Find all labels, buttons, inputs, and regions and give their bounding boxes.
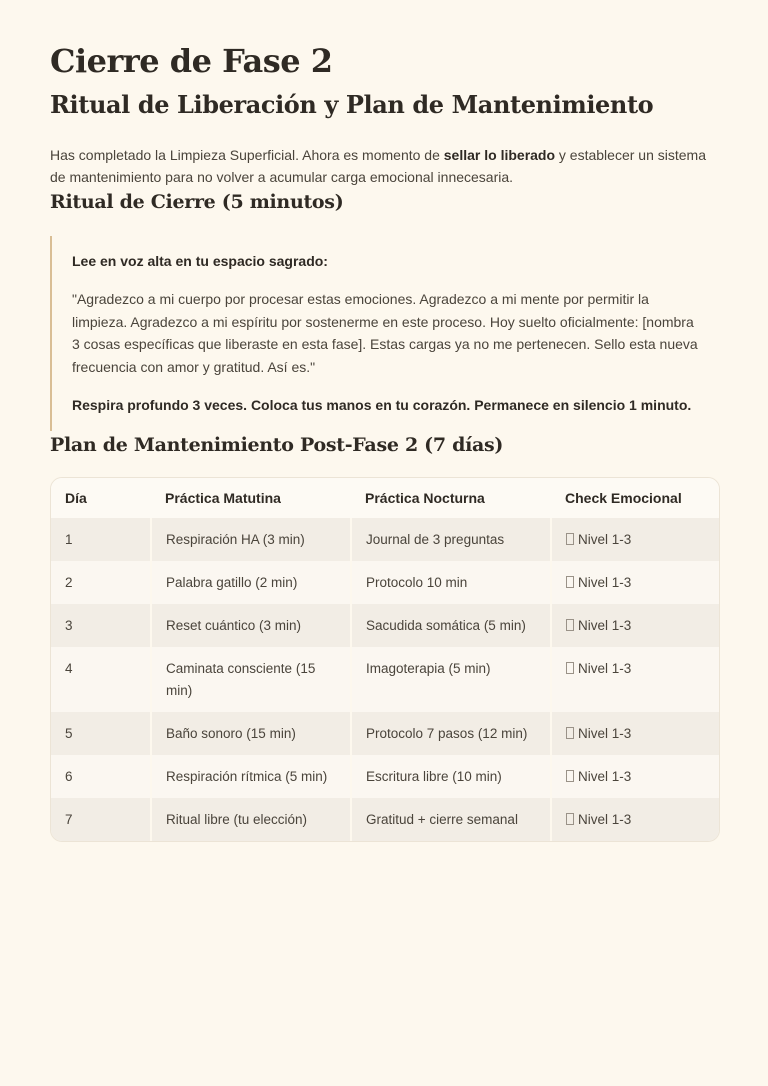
plan-heading: Plan de Mantenimiento Post-Fase 2 (7 días) <box>50 433 504 456</box>
check-label: Nivel 1-3 <box>578 660 632 676</box>
table-row <box>51 518 719 561</box>
cell-check <box>551 647 719 712</box>
check-label: Nivel 1-3 <box>578 531 632 547</box>
check-label: Nivel 1-3 <box>578 617 632 633</box>
checkbox-icon[interactable] <box>566 576 574 588</box>
cell-check <box>551 798 719 841</box>
table-row <box>51 712 719 755</box>
cell-day: 6 <box>51 755 151 798</box>
cell-day: 4 <box>51 647 151 712</box>
ritual-lead: Lee en voz alta en tu espacio sagrado: <box>72 253 328 269</box>
intro-text-before: Has completado la Limpieza Superficial. Ahora es momento de <box>50 147 444 163</box>
page-title: Cierre de Fase 2 <box>50 42 333 80</box>
checkbox-icon[interactable] <box>566 662 574 674</box>
cell-morning: Ritual libre (tu elección) <box>151 798 351 841</box>
ritual-quote: "Agradezco a mi cuerpo por procesar estas emociones. Agradezco a mi mente por permitir la limpieza. Agradezco a mi espíritu por sostenerme en este proceso. Hoy suelto oficialmente: [nombra 3 cosas específicas que liberaste en esta fase]. Estas cargas ya no me pertenecen. Sello esta nueva frecuencia con amor y gratitud. Así es." <box>72 291 698 375</box>
cell-day: 3 <box>51 604 151 647</box>
cell-night: Escritura libre (10 min) <box>351 755 551 798</box>
cell-day: 5 <box>51 712 151 755</box>
cell-morning: Palabra gatillo (2 min) <box>151 561 351 604</box>
cell-check <box>551 712 719 755</box>
table-row <box>51 604 719 647</box>
cell-night: Protocolo 7 pasos (12 min) <box>351 712 551 755</box>
check-label: Nivel 1-3 <box>578 574 632 590</box>
column-header-check: Check Emocional <box>551 478 719 518</box>
intro-paragraph <box>50 144 718 188</box>
ritual-closing: Respira profundo 3 veces. Coloca tus manos en tu corazón. Permanece en silencio 1 minuto. <box>72 397 692 413</box>
cell-night: Gratitud + cierre semanal <box>351 798 551 841</box>
cell-morning: Reset cuántico (3 min) <box>151 604 351 647</box>
intro-text-bold: sellar lo liberado <box>443 147 556 163</box>
plan-table-container <box>50 477 720 842</box>
page-content <box>50 40 718 842</box>
checkbox-icon[interactable] <box>566 813 574 825</box>
checkbox-icon[interactable] <box>566 770 574 782</box>
table-header-row <box>51 478 719 518</box>
checkbox-icon[interactable] <box>566 619 574 631</box>
cell-check <box>551 755 719 798</box>
cell-check <box>551 518 719 561</box>
checkbox-icon[interactable] <box>566 533 574 545</box>
ritual-heading: Ritual de Cierre (5 minutos) <box>50 191 344 213</box>
column-header-night: Práctica Nocturna <box>351 478 551 518</box>
cell-night: Journal de 3 preguntas <box>351 518 551 561</box>
table-row <box>51 798 719 841</box>
cell-night: Sacudida somática (5 min) <box>351 604 551 647</box>
column-header-day: Día <box>51 478 151 518</box>
cell-check <box>551 561 719 604</box>
cell-morning: Baño sonoro (15 min) <box>151 712 351 755</box>
cell-check <box>551 604 719 647</box>
cell-morning: Respiración HA (3 min) <box>151 518 351 561</box>
check-label: Nivel 1-3 <box>578 811 632 827</box>
table-row <box>51 647 719 712</box>
check-label: Nivel 1-3 <box>578 725 632 741</box>
cell-morning: Respiración rítmica (5 min) <box>151 755 351 798</box>
table-row <box>51 755 719 798</box>
intro-text-after: y establecer un sistema de mantenimiento para no volver a acumular carga emocional innecesaria. <box>50 147 706 185</box>
column-header-morning: Práctica Matutina <box>151 478 351 518</box>
cell-morning: Caminata consciente (15 min) <box>151 647 351 712</box>
checkbox-icon[interactable] <box>566 727 574 739</box>
cell-day: 7 <box>51 798 151 841</box>
plan-table <box>51 478 719 841</box>
cell-night: Protocolo 10 min <box>351 561 551 604</box>
page-subtitle: Ritual de Liberación y Plan de Mantenimiento <box>50 90 654 119</box>
check-label: Nivel 1-3 <box>578 768 632 784</box>
table-row <box>51 561 719 604</box>
cell-day: 2 <box>51 561 151 604</box>
ritual-quote-block <box>50 236 702 431</box>
cell-day: 1 <box>51 518 151 561</box>
cell-night: Imagoterapia (5 min) <box>351 647 551 712</box>
